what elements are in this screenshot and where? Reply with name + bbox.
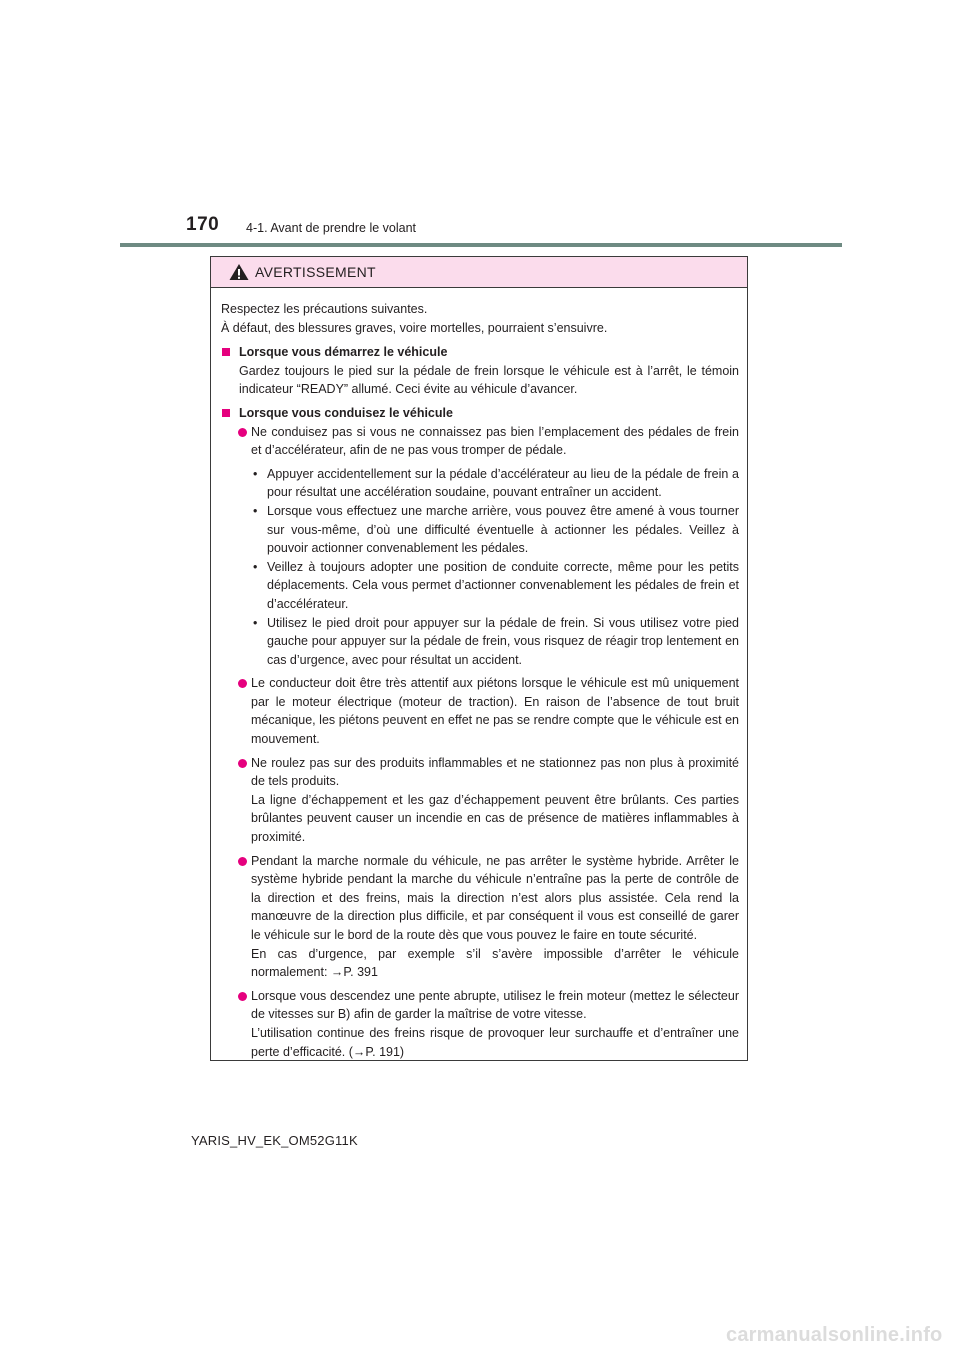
section-title: 4-1. Avant de prendre le volant <box>246 221 417 235</box>
sub-list-item: • Utilisez le pied droit pour appuyer sur la pédale de frein. Si vous utilisez votre pied gauche pour appuyer sur la pédale de frein, vous risquez de réagir trop lentement en cas d’urgence, avec pour résultat un accident. <box>253 615 739 667</box>
warning-title: AVERTISSEMENT <box>255 264 376 280</box>
list-item: Pendant la marche normale du véhicule, ne pas arrêter le système hybride. Arrêter le système hybride pendant la marche du véhicule n’entraîne pas la perte de contrôle de la direction et des freins, mais la direction n’est alors plus assistée. Cela rend la manœuvre de la direction plus difficile, et par conséquent il vous est conseillé de garer le véhicule sur le bord de la route dès que vous pouvez le faire en toute sécurité. En cas d’urgence, par exemple s’il s’avère impossible d’arrêter le véhicule normalement: →P. 391 <box>221 852 739 982</box>
sub-list-item: • Appuyer accidentellement sur la pédale d’accélérateur au lieu de la pédale de frein a pour résultat une accélération soudaine, pouvant entraîner un accident. <box>253 466 739 500</box>
warning-intro <box>221 300 739 337</box>
circle-bullet-icon <box>238 679 247 688</box>
list-item: Ne conduisez pas si vous ne connaissez pas bien l’emplacement des pédales de frein et d’accélérateur, afin de ne pas vous tromper de pédale. <box>221 423 739 460</box>
warning-triangle-icon <box>229 263 249 281</box>
section-heading-driving: Lorsque vous conduisez le véhicule <box>221 404 739 423</box>
square-bullet-icon <box>222 348 230 356</box>
list-item: Lorsque vous descendez une pente abrupte, utilisez le frein moteur (mettez le sélecteur de vitesses sur B) afin de garder la maîtrise de votre vitesse. L’utilisation continue des freins risque de provoquer leur surchauffe et d’entraîner une perte d’efficacité. (→P. 191) <box>221 987 739 1061</box>
list-item: Ne roulez pas sur des produits inflammables et ne stationnez pas non plus à proximité de tels produits. La ligne d’échappement et les gaz d’échappement peuvent être brûlants. Ces parties brûlantes peuvent causer un incendie en cas de présence de matières inflammables à proximité. <box>221 754 739 847</box>
warning-header <box>211 257 747 288</box>
sub-list <box>221 465 739 670</box>
warning-box <box>210 256 748 1061</box>
document-id: YARIS_HV_EK_OM52G11K <box>191 1133 358 1148</box>
page-number: 170 <box>186 214 220 235</box>
header-rule <box>120 243 842 247</box>
circle-bullet-icon <box>238 857 247 866</box>
sub-list-item: • Lorsque vous effectuez une marche arrière, vous pouvez être amené à vous tourner sur vous-même, d’où une difficulté éventuelle à actionner les pédales. Veillez à pouvoir actionner convenablement les pédales. <box>253 503 739 556</box>
section-text-starting: Gardez toujours le pied sur la pédale de frein lorsque le véhicule est à l’arrêt, le témoin indicateur “READY” allumé. Ceci évite au véhicule d’avancer. <box>239 363 739 397</box>
watermark: carmanualsonline.info <box>726 1324 943 1346</box>
sub-list-item: • Veillez à toujours adopter une position de conduite correcte, même pour les petits déplacements. Cela vous permet d’actionner convenablement les pédales de frein et d’accélérateur. <box>253 559 739 611</box>
warning-body <box>211 288 747 1061</box>
square-bullet-icon <box>222 409 230 417</box>
circle-bullet-icon <box>238 759 247 768</box>
section-heading-starting: Lorsque vous démarrez le véhicule <box>221 343 739 362</box>
circle-bullet-icon <box>238 428 247 437</box>
intro-line: Respectez les précautions suivantes. <box>221 302 428 316</box>
circle-bullet-icon <box>238 992 247 1001</box>
intro-line: À défaut, des blessures graves, voire mortelles, pourraient s’ensuivre. <box>221 320 608 335</box>
list-item: Le conducteur doit être très attentif aux piétons lorsque le véhicule est mû uniquement par le moteur électrique (moteur de traction). En raison de l’absence de tout bruit mécanique, les piétons peuvent en effet ne pas se rendre compte que le véhicule est en mouvement. <box>221 674 739 748</box>
